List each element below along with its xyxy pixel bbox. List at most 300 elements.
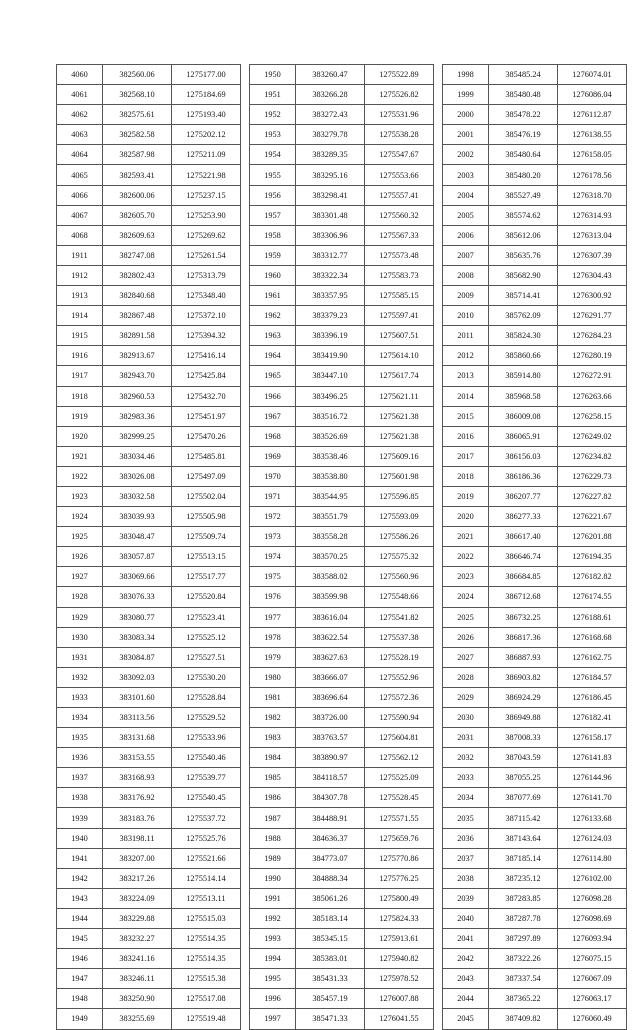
x-coordinate-cell: 383084.87 [103, 647, 172, 667]
x-coordinate-cell: 387283.85 [489, 888, 558, 908]
column-gap [241, 306, 250, 326]
table-row [57, 165, 627, 185]
y-coordinate-cell: 1275211.09 [172, 145, 241, 165]
point-id-cell: 1964 [250, 346, 296, 366]
y-coordinate-cell: 1276229.73 [558, 466, 627, 486]
x-coordinate-cell: 387297.89 [489, 929, 558, 949]
y-coordinate-cell: 1275515.38 [172, 969, 241, 989]
x-coordinate-cell: 383039.93 [103, 507, 172, 527]
x-coordinate-cell: 383616.04 [296, 607, 365, 627]
y-coordinate-cell: 1275597.41 [365, 306, 434, 326]
y-coordinate-cell: 1275394.32 [172, 326, 241, 346]
column-gap [241, 65, 250, 85]
column-gap [241, 286, 250, 306]
y-coordinate-cell: 1276272.91 [558, 366, 627, 386]
y-coordinate-cell: 1275237.15 [172, 185, 241, 205]
column-gap [434, 547, 443, 567]
x-coordinate-cell: 383301.48 [296, 205, 365, 225]
x-coordinate-cell: 383306.96 [296, 225, 365, 245]
point-id-cell: 1920 [57, 426, 103, 446]
x-coordinate-cell: 386617.40 [489, 527, 558, 547]
column-gap [241, 687, 250, 707]
column-gap [434, 848, 443, 868]
y-coordinate-cell: 1275560.96 [365, 567, 434, 587]
x-coordinate-cell: 385485.24 [489, 65, 558, 85]
y-coordinate-cell: 1276114.80 [558, 848, 627, 868]
y-coordinate-cell: 1275530.20 [172, 667, 241, 687]
x-coordinate-cell: 382840.68 [103, 286, 172, 306]
column-gap [434, 225, 443, 245]
y-coordinate-cell: 1276291.77 [558, 306, 627, 326]
x-coordinate-cell: 382983.36 [103, 406, 172, 426]
column-gap [241, 728, 250, 748]
column-gap [434, 205, 443, 225]
point-id-cell: 1914 [57, 306, 103, 326]
point-id-cell: 2037 [443, 848, 489, 868]
point-id-cell: 1970 [250, 466, 296, 486]
point-id-cell: 1957 [250, 205, 296, 225]
point-id-cell: 1929 [57, 607, 103, 627]
point-id-cell: 1971 [250, 486, 296, 506]
x-coordinate-cell: 383279.78 [296, 125, 365, 145]
x-coordinate-cell: 382867.48 [103, 306, 172, 326]
point-id-cell: 1958 [250, 225, 296, 245]
column-gap [241, 366, 250, 386]
y-coordinate-cell: 1276063.17 [558, 989, 627, 1009]
column-gap [434, 1009, 443, 1029]
point-id-cell: 1919 [57, 406, 103, 426]
x-coordinate-cell: 386817.36 [489, 627, 558, 647]
column-gap [241, 105, 250, 125]
table-row [57, 527, 627, 547]
y-coordinate-cell: 1275538.28 [365, 125, 434, 145]
x-coordinate-cell: 385345.15 [296, 929, 365, 949]
column-gap [241, 868, 250, 888]
x-coordinate-cell: 386712.68 [489, 587, 558, 607]
x-coordinate-cell: 385824.30 [489, 326, 558, 346]
y-coordinate-cell: 1275193.40 [172, 105, 241, 125]
y-coordinate-cell: 1275607.51 [365, 326, 434, 346]
point-id-cell: 2024 [443, 587, 489, 607]
point-id-cell: 2010 [443, 306, 489, 326]
point-id-cell: 1952 [250, 105, 296, 125]
y-coordinate-cell: 1276141.70 [558, 788, 627, 808]
point-id-cell: 1968 [250, 426, 296, 446]
table-row [57, 346, 627, 366]
point-id-cell: 1912 [57, 265, 103, 285]
column-gap [434, 185, 443, 205]
y-coordinate-cell: 1276133.68 [558, 808, 627, 828]
table-row [57, 507, 627, 527]
table-row [57, 667, 627, 687]
y-coordinate-cell: 1276227.82 [558, 486, 627, 506]
point-id-cell: 1954 [250, 145, 296, 165]
table-row [57, 105, 627, 125]
table-row [57, 306, 627, 326]
column-gap [434, 486, 443, 506]
point-id-cell: 1926 [57, 547, 103, 567]
table-row [57, 386, 627, 406]
column-gap [434, 245, 443, 265]
point-id-cell: 2030 [443, 708, 489, 728]
y-coordinate-cell: 1275531.96 [365, 105, 434, 125]
x-coordinate-cell: 383447.10 [296, 366, 365, 386]
x-coordinate-cell: 383101.60 [103, 687, 172, 707]
y-coordinate-cell: 1276284.23 [558, 326, 627, 346]
y-coordinate-cell: 1276098.28 [558, 888, 627, 908]
column-gap [434, 788, 443, 808]
y-coordinate-cell: 1276304.43 [558, 265, 627, 285]
y-coordinate-cell: 1275525.09 [365, 768, 434, 788]
point-id-cell: 2013 [443, 366, 489, 386]
y-coordinate-cell: 1275528.84 [172, 687, 241, 707]
x-coordinate-cell: 382891.58 [103, 326, 172, 346]
point-id-cell: 2028 [443, 667, 489, 687]
point-id-cell: 2017 [443, 446, 489, 466]
point-id-cell: 2029 [443, 687, 489, 707]
x-coordinate-cell: 383207.00 [103, 848, 172, 868]
table-row [57, 245, 627, 265]
x-coordinate-cell: 382999.25 [103, 426, 172, 446]
table-row [57, 868, 627, 888]
point-id-cell: 1987 [250, 808, 296, 828]
y-coordinate-cell: 1275509.74 [172, 527, 241, 547]
x-coordinate-cell: 382560.06 [103, 65, 172, 85]
y-coordinate-cell: 1275547.67 [365, 145, 434, 165]
column-gap [434, 507, 443, 527]
point-id-cell: 1924 [57, 507, 103, 527]
document-page [56, 64, 627, 1030]
point-id-cell: 1955 [250, 165, 296, 185]
x-coordinate-cell: 383241.16 [103, 949, 172, 969]
point-id-cell: 1928 [57, 587, 103, 607]
x-coordinate-cell: 383295.16 [296, 165, 365, 185]
point-id-cell: 2042 [443, 949, 489, 969]
point-id-cell: 1945 [57, 929, 103, 949]
table-row [57, 748, 627, 768]
x-coordinate-cell: 383726.00 [296, 708, 365, 728]
y-coordinate-cell: 1276041.55 [365, 1009, 434, 1029]
point-id-cell: 1937 [57, 768, 103, 788]
x-coordinate-cell: 385480.48 [489, 85, 558, 105]
table-row [57, 547, 627, 567]
x-coordinate-cell: 383168.93 [103, 768, 172, 788]
y-coordinate-cell: 1276178.56 [558, 165, 627, 185]
y-coordinate-cell: 1276144.96 [558, 768, 627, 788]
point-id-cell: 1916 [57, 346, 103, 366]
x-coordinate-cell: 387185.14 [489, 848, 558, 868]
x-coordinate-cell: 387055.25 [489, 768, 558, 788]
y-coordinate-cell: 1275572.36 [365, 687, 434, 707]
column-gap [241, 547, 250, 567]
y-coordinate-cell: 1275617.74 [365, 366, 434, 386]
point-id-cell: 2039 [443, 888, 489, 908]
x-coordinate-cell: 383622.54 [296, 627, 365, 647]
column-gap [241, 1009, 250, 1029]
y-coordinate-cell: 1276067.09 [558, 969, 627, 989]
x-coordinate-cell: 385914.80 [489, 366, 558, 386]
column-gap [241, 627, 250, 647]
y-coordinate-cell: 1275575.32 [365, 547, 434, 567]
point-id-cell: 1934 [57, 708, 103, 728]
point-id-cell: 1977 [250, 607, 296, 627]
column-gap [241, 667, 250, 687]
point-id-cell: 4064 [57, 145, 103, 165]
x-coordinate-cell: 387322.26 [489, 949, 558, 969]
x-coordinate-cell: 383538.80 [296, 466, 365, 486]
point-id-cell: 1993 [250, 929, 296, 949]
point-id-cell: 1963 [250, 326, 296, 346]
y-coordinate-cell: 1276313.04 [558, 225, 627, 245]
x-coordinate-cell: 383763.57 [296, 728, 365, 748]
column-gap [434, 687, 443, 707]
x-coordinate-cell: 382913.67 [103, 346, 172, 366]
y-coordinate-cell: 1275513.11 [172, 888, 241, 908]
column-gap [241, 406, 250, 426]
table-row [57, 708, 627, 728]
point-id-cell: 2019 [443, 486, 489, 506]
x-coordinate-cell: 385527.49 [489, 185, 558, 205]
x-coordinate-cell: 383516.72 [296, 406, 365, 426]
x-coordinate-cell: 382943.70 [103, 366, 172, 386]
y-coordinate-cell: 1275497.09 [172, 466, 241, 486]
y-coordinate-cell: 1276074.01 [558, 65, 627, 85]
y-coordinate-cell: 1276124.03 [558, 828, 627, 848]
x-coordinate-cell: 383538.46 [296, 446, 365, 466]
point-id-cell: 1933 [57, 687, 103, 707]
column-gap [241, 426, 250, 446]
x-coordinate-cell: 386207.77 [489, 486, 558, 506]
y-coordinate-cell: 1275557.41 [365, 185, 434, 205]
y-coordinate-cell: 1275269.62 [172, 225, 241, 245]
x-coordinate-cell: 383229.88 [103, 908, 172, 928]
point-id-cell: 1925 [57, 527, 103, 547]
point-id-cell: 2027 [443, 647, 489, 667]
point-id-cell: 1984 [250, 748, 296, 768]
x-coordinate-cell: 383558.28 [296, 527, 365, 547]
table-row [57, 1009, 627, 1029]
y-coordinate-cell: 1275184.69 [172, 85, 241, 105]
y-coordinate-cell: 1275585.15 [365, 286, 434, 306]
table-row [57, 728, 627, 748]
point-id-cell: 1951 [250, 85, 296, 105]
point-id-cell: 2001 [443, 125, 489, 145]
point-id-cell: 2015 [443, 406, 489, 426]
point-id-cell: 4067 [57, 205, 103, 225]
point-id-cell: 1991 [250, 888, 296, 908]
y-coordinate-cell: 1275522.89 [365, 65, 434, 85]
x-coordinate-cell: 385574.62 [489, 205, 558, 225]
point-id-cell: 1990 [250, 868, 296, 888]
x-coordinate-cell: 385476.19 [489, 125, 558, 145]
y-coordinate-cell: 1275528.45 [365, 788, 434, 808]
y-coordinate-cell: 1275621.38 [365, 426, 434, 446]
y-coordinate-cell: 1275614.10 [365, 346, 434, 366]
y-coordinate-cell: 1276186.45 [558, 687, 627, 707]
point-id-cell: 1973 [250, 527, 296, 547]
y-coordinate-cell: 1275514.14 [172, 868, 241, 888]
column-gap [434, 286, 443, 306]
x-coordinate-cell: 384636.37 [296, 828, 365, 848]
column-gap [434, 868, 443, 888]
point-id-cell: 1956 [250, 185, 296, 205]
column-gap [241, 607, 250, 627]
x-coordinate-cell: 382587.98 [103, 145, 172, 165]
x-coordinate-cell: 383396.19 [296, 326, 365, 346]
table-row [57, 366, 627, 386]
table-row [57, 286, 627, 306]
point-id-cell: 2026 [443, 627, 489, 647]
y-coordinate-cell: 1275552.96 [365, 667, 434, 687]
x-coordinate-cell: 382605.70 [103, 205, 172, 225]
y-coordinate-cell: 1275525.12 [172, 627, 241, 647]
x-coordinate-cell: 385714.41 [489, 286, 558, 306]
point-id-cell: 2040 [443, 908, 489, 928]
y-coordinate-cell: 1275562.12 [365, 748, 434, 768]
y-coordinate-cell: 1275517.08 [172, 989, 241, 1009]
x-coordinate-cell: 383890.97 [296, 748, 365, 768]
y-coordinate-cell: 1275601.98 [365, 466, 434, 486]
column-gap [241, 587, 250, 607]
point-id-cell: 4062 [57, 105, 103, 125]
column-gap [241, 507, 250, 527]
x-coordinate-cell: 385471.33 [296, 1009, 365, 1029]
y-coordinate-cell: 1275770.86 [365, 848, 434, 868]
x-coordinate-cell: 385480.20 [489, 165, 558, 185]
y-coordinate-cell: 1275519.48 [172, 1009, 241, 1029]
x-coordinate-cell: 383312.77 [296, 245, 365, 265]
table-row [57, 125, 627, 145]
x-coordinate-cell: 385383.01 [296, 949, 365, 969]
column-gap [241, 888, 250, 908]
point-id-cell: 2016 [443, 426, 489, 446]
y-coordinate-cell: 1276138.55 [558, 125, 627, 145]
column-gap [241, 828, 250, 848]
y-coordinate-cell: 1275548.66 [365, 587, 434, 607]
y-coordinate-cell: 1275533.96 [172, 728, 241, 748]
table-row [57, 687, 627, 707]
y-coordinate-cell: 1275609.16 [365, 446, 434, 466]
column-gap [241, 969, 250, 989]
point-id-cell: 1932 [57, 667, 103, 687]
y-coordinate-cell: 1276102.00 [558, 868, 627, 888]
point-id-cell: 1962 [250, 306, 296, 326]
x-coordinate-cell: 383076.33 [103, 587, 172, 607]
x-coordinate-cell: 382609.63 [103, 225, 172, 245]
point-id-cell: 2036 [443, 828, 489, 848]
column-gap [434, 265, 443, 285]
point-id-cell: 1913 [57, 286, 103, 306]
column-gap [241, 929, 250, 949]
table-row [57, 627, 627, 647]
column-gap [241, 486, 250, 506]
column-gap [241, 145, 250, 165]
point-id-cell: 1931 [57, 647, 103, 667]
point-id-cell: 2031 [443, 728, 489, 748]
table-row [57, 65, 627, 85]
point-id-cell: 1976 [250, 587, 296, 607]
point-id-cell: 1960 [250, 265, 296, 285]
y-coordinate-cell: 1276263.66 [558, 386, 627, 406]
point-id-cell: 1921 [57, 446, 103, 466]
y-coordinate-cell: 1276201.88 [558, 527, 627, 547]
column-gap [434, 667, 443, 687]
x-coordinate-cell: 383627.63 [296, 647, 365, 667]
point-id-cell: 1944 [57, 908, 103, 928]
table-row [57, 808, 627, 828]
y-coordinate-cell: 1276258.15 [558, 406, 627, 426]
column-gap [434, 366, 443, 386]
column-gap [434, 567, 443, 587]
x-coordinate-cell: 385682.90 [489, 265, 558, 285]
x-coordinate-cell: 383260.47 [296, 65, 365, 85]
column-gap [241, 748, 250, 768]
column-gap [434, 527, 443, 547]
x-coordinate-cell: 383666.07 [296, 667, 365, 687]
x-coordinate-cell: 387043.59 [489, 748, 558, 768]
y-coordinate-cell: 1275526.82 [365, 85, 434, 105]
point-id-cell: 1939 [57, 808, 103, 828]
y-coordinate-cell: 1276158.05 [558, 145, 627, 165]
point-id-cell: 1911 [57, 245, 103, 265]
column-gap [434, 145, 443, 165]
point-id-cell: 2025 [443, 607, 489, 627]
column-gap [241, 386, 250, 406]
point-id-cell: 2011 [443, 326, 489, 346]
point-id-cell: 2038 [443, 868, 489, 888]
x-coordinate-cell: 383176.92 [103, 788, 172, 808]
column-gap [241, 185, 250, 205]
column-gap [434, 708, 443, 728]
point-id-cell: 2004 [443, 185, 489, 205]
column-gap [241, 165, 250, 185]
y-coordinate-cell: 1275525.76 [172, 828, 241, 848]
x-coordinate-cell: 383322.34 [296, 265, 365, 285]
column-gap [434, 929, 443, 949]
x-coordinate-cell: 383544.95 [296, 486, 365, 506]
point-id-cell: 2023 [443, 567, 489, 587]
x-coordinate-cell: 382575.61 [103, 105, 172, 125]
y-coordinate-cell: 1275583.73 [365, 265, 434, 285]
y-coordinate-cell: 1275537.72 [172, 808, 241, 828]
point-id-cell: 1961 [250, 286, 296, 306]
column-gap [434, 607, 443, 627]
x-coordinate-cell: 385635.76 [489, 245, 558, 265]
point-id-cell: 1985 [250, 768, 296, 788]
column-gap [241, 245, 250, 265]
column-gap [241, 125, 250, 145]
x-coordinate-cell: 383032.58 [103, 486, 172, 506]
y-coordinate-cell: 1276234.82 [558, 446, 627, 466]
y-coordinate-cell: 1275451.97 [172, 406, 241, 426]
column-gap [434, 65, 443, 85]
x-coordinate-cell: 383255.69 [103, 1009, 172, 1029]
y-coordinate-cell: 1275800.49 [365, 888, 434, 908]
y-coordinate-cell: 1275432.70 [172, 386, 241, 406]
y-coordinate-cell: 1276098.69 [558, 908, 627, 928]
y-coordinate-cell: 1275776.25 [365, 868, 434, 888]
column-gap [434, 748, 443, 768]
x-coordinate-cell: 383357.95 [296, 286, 365, 306]
point-id-cell: 2014 [443, 386, 489, 406]
y-coordinate-cell: 1275529.52 [172, 708, 241, 728]
column-gap [241, 85, 250, 105]
point-id-cell: 1940 [57, 828, 103, 848]
y-coordinate-cell: 1275261.54 [172, 245, 241, 265]
x-coordinate-cell: 383048.47 [103, 527, 172, 547]
y-coordinate-cell: 1275913.61 [365, 929, 434, 949]
point-id-cell: 1992 [250, 908, 296, 928]
